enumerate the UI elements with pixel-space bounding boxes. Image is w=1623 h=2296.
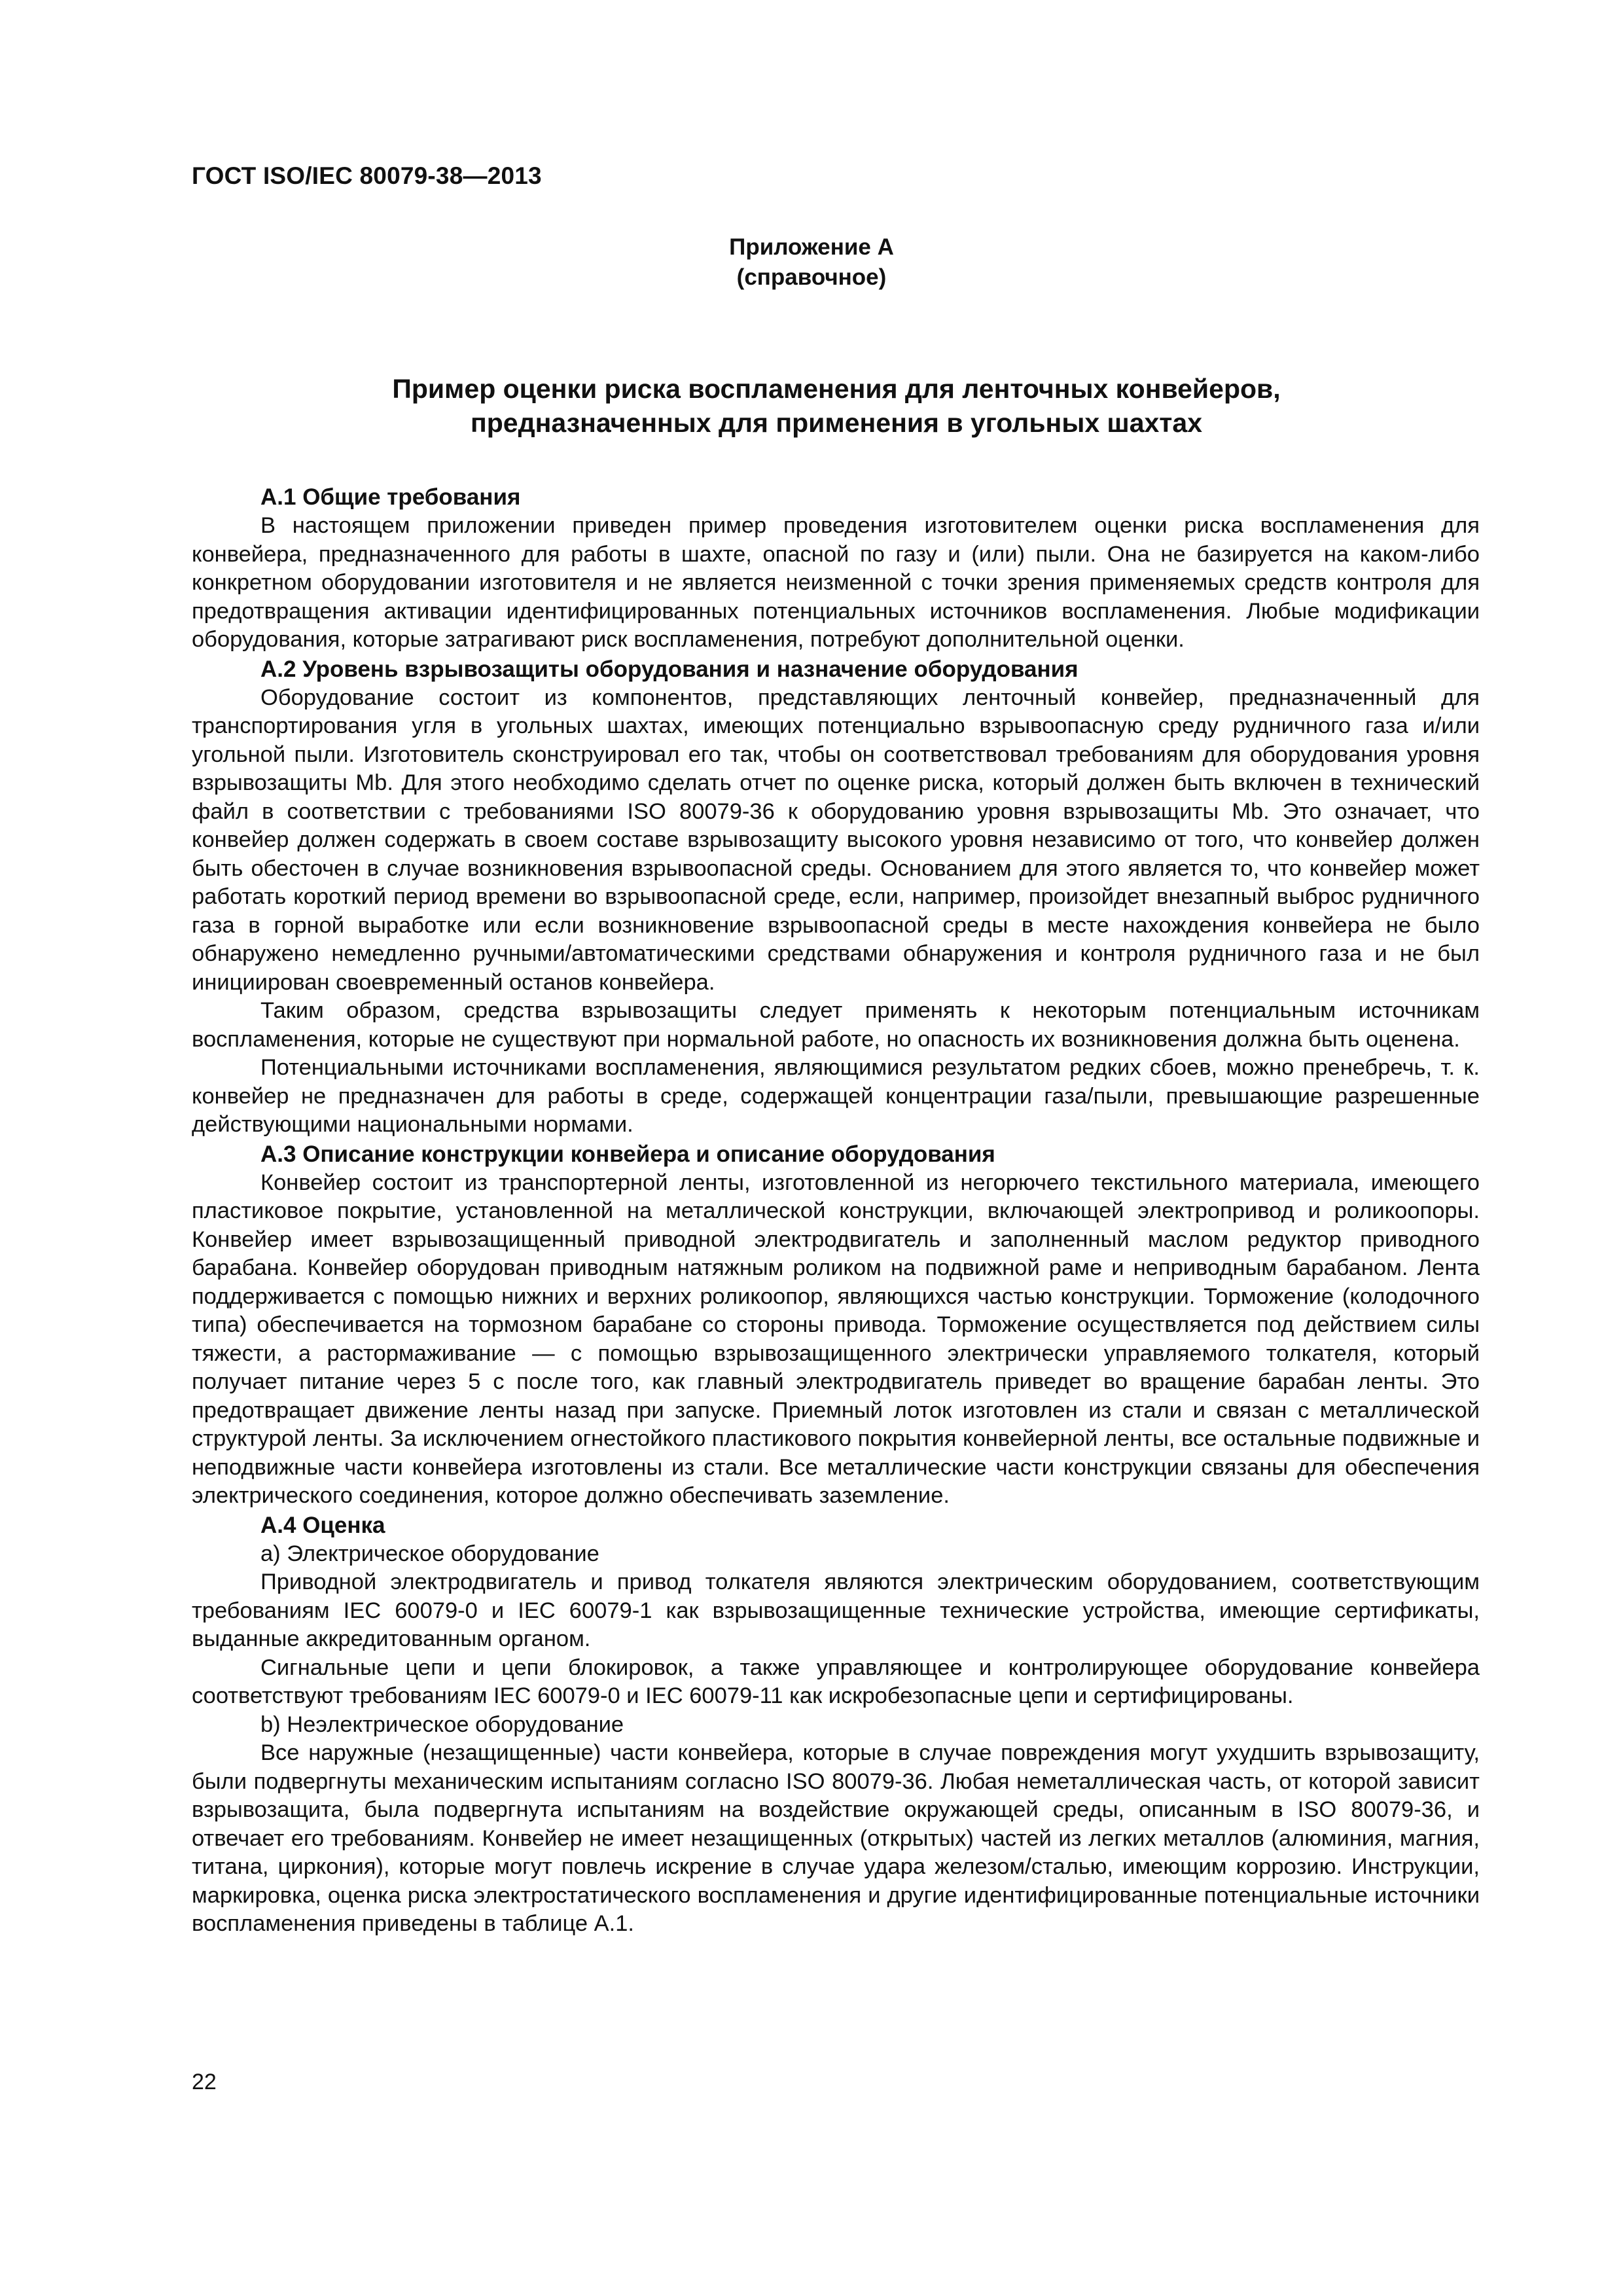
annex-title: Приложение А [729,234,894,260]
section-heading-a4: А.4 Оценка [260,1512,385,1538]
list-item-b: b) Неэлектрическое оборудование [260,1712,624,1737]
section-a4-paragraph-1: Приводной электродвигатель и привод толкателя являются электрическим оборудованием, соответствующим требованиям IEC 60079-0 и IEC 60079-1 как взрывозащищенные технические устройства, имеющие сертификаты, выданные аккредитованным органом. [192,1570,1480,1651]
section-a4-paragraph-3: Все наружные (незащищенные) части конвейера, которые в случае повреждения могут ухудшить взрывозащиту, были подвергнуты механическим испытаниям согласно ISO 80079-36. Любая неметаллическая часть, от которой зависит взрывозащита, была подвергнута испытаниям на воздействие окружающей среды, описанным в ISO 80079-36, и отвечает его требованиям. Конвейер не имеет незащищенных (открытых) частей из легких металлов (алюминия, магния, титана, циркония), которые могут повлечь искрение в случае удара железом/сталью, имеющим коррозию. Инструкции, маркировка, оценка риска электростатического воспламенения и другие идентифицированные потенциальные источники воспламенения приведены в таблице А.1. [192,1740,1480,1936]
main-title-line-1: Пример оценки риска воспламенения для ленточных конвейеров, [392,374,1281,404]
section-heading-a1: А.1 Общие требования [260,484,521,510]
section-a2-paragraph-2: Таким образом, средства взрывозащиты следует применять к некоторым потенциальным источникам воспламенения, которые не существуют при нормальной работе, но опасность их возникновения должна быть оценена. [192,998,1480,1052]
section-heading-a2: А.2 Уровень взрывозащиты оборудования и назначение оборудования [260,656,1079,682]
section-a2-paragraph-3: Потенциальными источниками воспламенения, являющимися результатом редких сбоев, можно пренебречь, т. к. конвейер не предназначен для работы в среде, содержащей концентрации газа/пыли, превышающие разрешенные действующими национальными нормами. [192,1055,1480,1137]
list-item-a: а) Электрическое оборудование [260,1541,599,1566]
section-a4-paragraph-2: Сигнальные цепи и цепи блокировок, а также управляющее и контролирующее оборудование конвейера соответствуют требованиям IEC 60079-0 и IEC 60079-11 как искробезопасные цепи и сертифицированы. [192,1655,1480,1708]
section-a1-paragraph: В настоящем приложении приведен пример проведения изготовителем оценки риска воспламенения для конвейера, предназначенного для работы в шахте, опасной по газу и (или) пыли. Она не базируется на каком-либо конкретном оборудовании изготовителя и не является неизменной с точки зрения применяемых средств контроля для предотвращения активации идентифицированных потенциальных источников воспламенения. Любые модификации оборудования, которые затрагивают риск воспламенения, потребуют дополнительной оценки. [192,513,1480,652]
main-title-line-2: предназначенных для применения в угольных шахтах [471,408,1202,438]
section-a2-paragraph-1: Оборудование состоит из компонентов, представляющих ленточный конвейер, предназначенный для транспортирования угля в угольных шахтах, имеющих потенциально взрывоопасную среду рудничного газа и/или угольной пыли. Изготовитель сконструировал его так, чтобы он соответствовал требованиям для оборудования уровня взрывозащиты Mb. Для этого необходимо сделать отчет по оценке риска, который должен быть включен в технический файл в соответствии с требованиями ISO 80079-36 к оборудованию уровня взрывозащиты Mb. Это означает, что конвейер должен содержать в своем составе взрывозащиту высокого уровня независимо от того, что конвейер должен быть обесточен в случае возникновения взрывоопасной среды. Основанием для этого является то, что конвейер может работать короткий период времени во взрывоопасной среде, если, например, произойдет внезапный выброс рудничного газа в горной выработке или если возникновение взрывоопасной среды в месте нахождения конвейера не было обнаружено немедленно ручными/автоматическими средствами обнаружения и контроля рудничного газа и не был инициирован своевременный останов конвейера. [192,685,1480,995]
section-heading-a3: А.3 Описание конструкции конвейера и описание оборудования [260,1141,995,1167]
document-id: ГОСТ ISO/IEC 80079-38—2013 [192,162,542,189]
annex-type: (справочное) [736,264,887,290]
main-title [192,372,1481,440]
section-a3-paragraph: Конвейер состоит из транспортерной ленты, изготовленной из негорючего текстильного материала, имеющего пластиковое покрытие, установленной на металлической конструкции, включающей электропривод и роликоопоры. Конвейер имеет взрывозащищенный приводной электродвигатель и заполненный маслом редуктор приводного барабана. Конвейер оборудован приводным натяжным роликом на подвижной раме и неприводным барабаном. Лента поддерживается с помощью нижних и верхних роликоопор, являющихся частью конструкции. Торможение (колодочного типа) обеспечивается на тормозном барабане со стороны привода. Торможение осуществляется под действием силы тяжести, а растормаживание — с помощью взрывозащищенного электрически управляемого толкателя, который получает питание через 5 с после того, как главный электродвигатель приведет во вращение барабан ленты. Это предотвращает движение ленты назад при запуске. Приемный лоток изготовлен из стали и связан с металлической структурой ленты. За исключением огнестойкого пластикового покрытия конвейерной ленты, все остальные подвижные и неподвижные части конвейера изготовлены из стали. Все металлические части конструкции связаны для обеспечения электрического соединения, которое должно обеспечивать заземление. [192,1170,1480,1508]
document-body [192,482,1480,1939]
page-number: 22 [192,2070,217,2094]
